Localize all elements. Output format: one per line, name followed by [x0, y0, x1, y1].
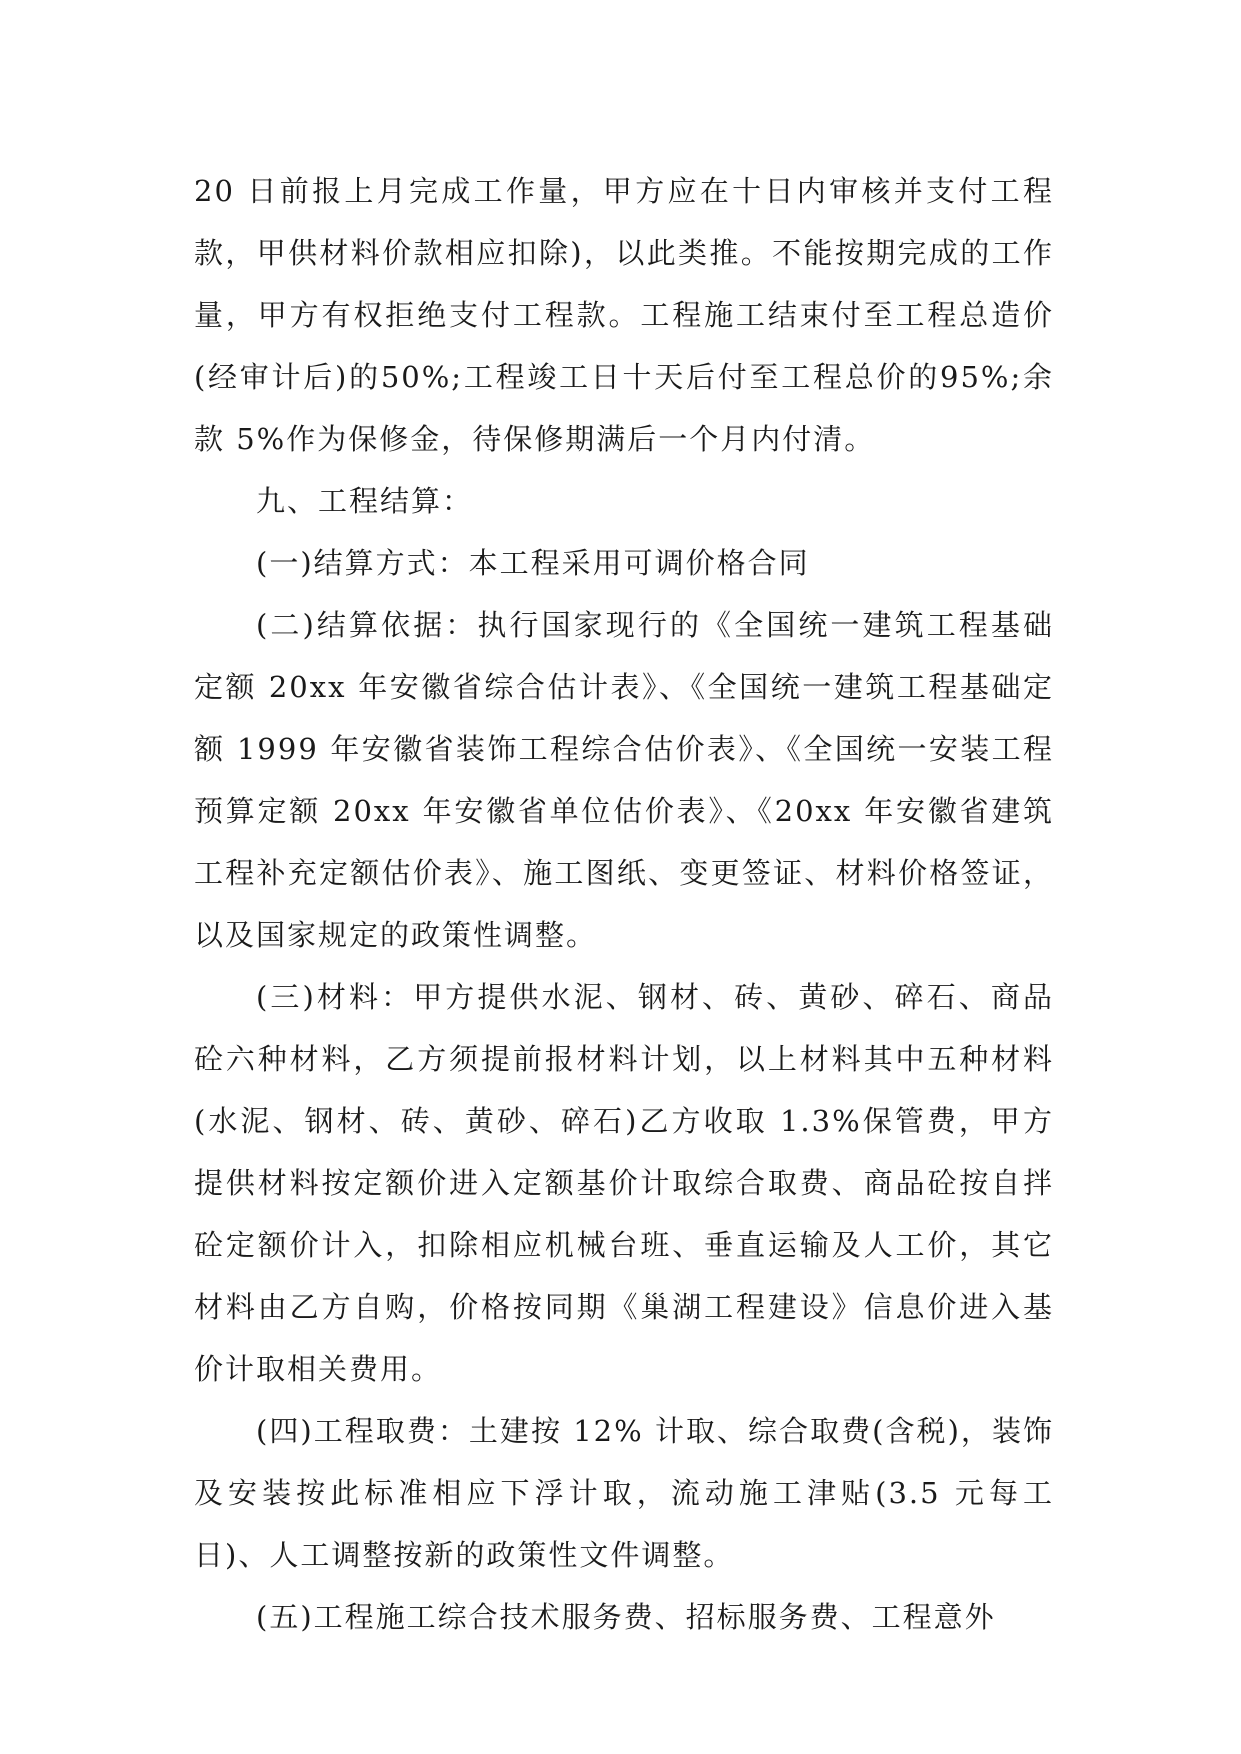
paragraph-settlement-method: (一)结算方式：本工程采用可调价格合同 — [256, 546, 810, 580]
paragraph-materials: (三)材料：甲方提供水泥、钢材、砖、黄砂、碎石、商品砼六种材料，乙方须提前报材料计划，以上材料其中五种材料(水泥、钢材、砖、黄砂、碎石)乙方收取 1.3%保管费，甲方提供材料按定额价进入定额基价计取综合取费、商品砼按自拌砼定额价计入，扣除相应机械台班、垂直运输及人工价，其它材料由乙方自购，价格按同期《巢湖工程建设》信息价进入基价计取相关费用。 — [194, 980, 1054, 1386]
paragraph-settlement-basis: (二)结算依据：执行国家现行的《全国统一建筑工程基础定额 20xx 年安徽省综合估计表》、《全国统一建筑工程基础定额 1999 年安徽省装饰工程综合估价表》、《全国统一安装工程预算定额 20xx 年安徽省单位估价表》、《20xx 年安徽省建筑工程补充定额估价表》、施工图纸、变更签证、材料价格签证，以及国家规定的政策性调整。 — [194, 608, 1054, 952]
paragraph-service-fees: (五)工程施工综合技术服务费、招标服务费、工程意外 — [256, 1600, 996, 1634]
section-heading-settlement: 九、工程结算： — [256, 484, 474, 518]
paragraph-project-fees: (四)工程取费：土建按 12% 计取、综合取费(含税)，装饰及安装按此标准相应下浮计取，流动施工津贴(3.5 元每工日)、人工调整按新的政策性文件调整。 — [194, 1414, 1054, 1572]
document-body — [194, 160, 1054, 1648]
paragraph-payment-schedule: 20 日前报上月完成工作量，甲方应在十日内审核并支付工程款，甲供材料价款相应扣除)，以此类推。不能按期完成的工作量，甲方有权拒绝支付工程款。工程施工结束付至工程总造价(经审计后)的50%;工程竣工日十天后付至工程总价的95%;余款 5%作为保修金，待保修期满后一个月内付清。 — [194, 174, 1054, 456]
